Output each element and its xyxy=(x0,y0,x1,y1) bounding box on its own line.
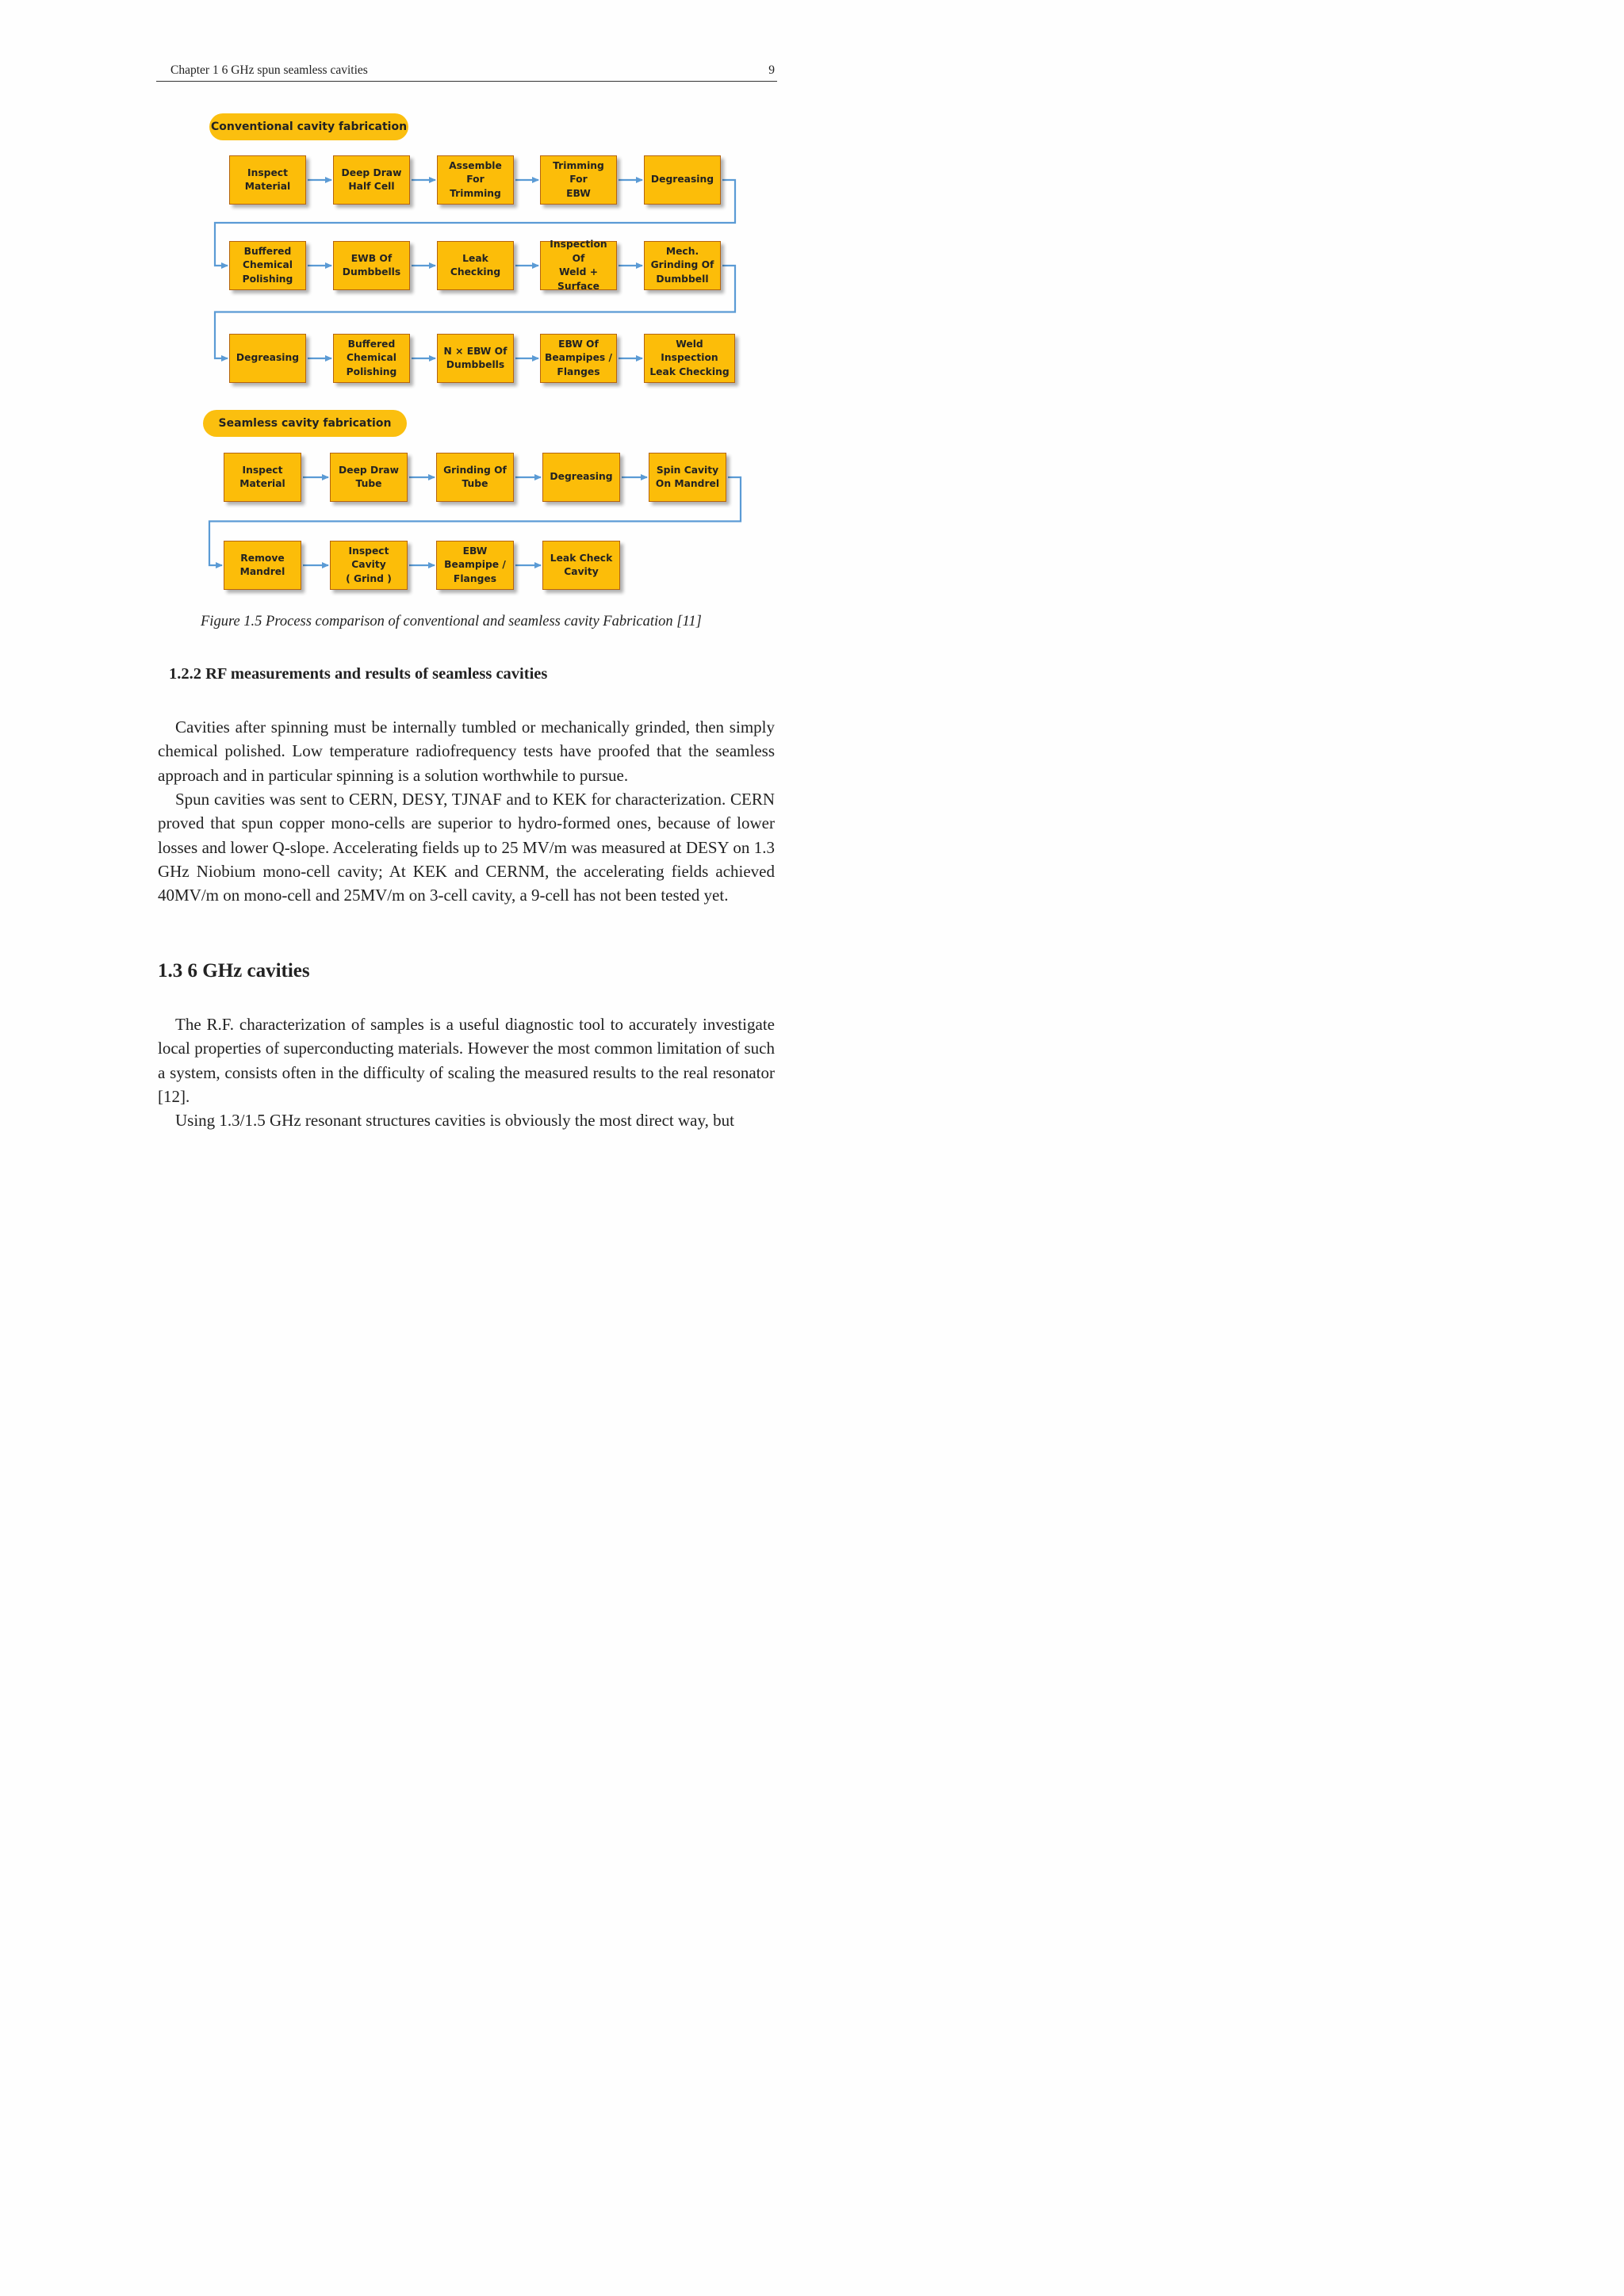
conventional-fabrication-label: Conventional cavity fabrication xyxy=(209,113,408,140)
conventional-step-1-1: Inspect Material xyxy=(229,155,306,205)
conventional-step-1-3: Assemble For Trimming xyxy=(437,155,514,205)
conventional-step-3-5: Weld Inspection Leak Checking xyxy=(644,334,735,383)
page-number: 9 xyxy=(768,63,775,77)
section-heading-1-3: 1.3 6 GHz cavities xyxy=(158,960,310,982)
seamless-step-2-1: Remove Mandrel xyxy=(224,541,301,590)
section-heading-1-2-2: 1.2.2 RF measurements and results of seamless cavities xyxy=(169,665,548,683)
paragraph: Cavities after spinning must be internally tumbled or mechanically grinded, then simply chemical polished. Low temperature radiofrequency tests have proofed that the seamless approach and in particular spinning is a solution worthwhile to pursue. xyxy=(158,718,775,785)
seamless-fabrication-label: Seamless cavity fabrication xyxy=(203,410,407,437)
conventional-step-1-4: Trimming For EBW xyxy=(540,155,617,205)
conventional-step-3-2: Buffered Chemical Polishing xyxy=(333,334,410,383)
running-title: Chapter 1 6 GHz spun seamless cavities xyxy=(170,63,368,77)
seamless-step-2-3: EBW Beampipe / Flanges xyxy=(436,541,514,590)
seamless-step-1-5: Spin Cavity On Mandrel xyxy=(649,453,726,502)
conventional-step-3-3: N × EBW Of Dumbbells xyxy=(437,334,514,383)
conventional-step-1-5: Degreasing xyxy=(644,155,721,205)
conventional-step-2-2: EWB Of Dumbbells xyxy=(333,241,410,290)
seamless-step-1-2: Deep Draw Tube xyxy=(330,453,408,502)
conventional-step-3-4: EBW Of Beampipes / Flanges xyxy=(540,334,617,383)
seamless-step-2-4: Leak Check Cavity xyxy=(542,541,620,590)
paragraph: Using 1.3/1.5 GHz resonant structures cavities is obviously the most direct way, but xyxy=(175,1111,734,1130)
conventional-step-2-4: Inspection Of Weld + Surface xyxy=(540,241,617,290)
conventional-step-2-1: Buffered Chemical Polishing xyxy=(229,241,306,290)
paragraph: Spun cavities was sent to CERN, DESY, TJNAF and to KEK for characterization. CERN proved that spun copper mono-cells are superior to hydro-formed ones, because of lower losses and lower Q-slope. Accelerating fields up to 25 MV/m was measured at DESY on 1.3 GHz Niobium mono-cell cavity; At KEK and CERNM, the accelerating fields achieved 40MV/m on mono-cell and 25MV/m on 3-cell cavity, a 9-cell has not been tested yet. xyxy=(158,790,775,905)
seamless-step-1-4: Degreasing xyxy=(542,453,620,502)
process-flow-diagram xyxy=(0,0,879,610)
figure-caption: Figure 1.5 Process comparison of conventional and seamless cavity Fabrication [11] xyxy=(201,614,702,629)
conventional-step-1-2: Deep Draw Half Cell xyxy=(333,155,410,205)
paragraph: The R.F. characterization of samples is a useful diagnostic tool to accurately investigate local properties of superconducting materials. However the most common limitation of such a system, consists often in the difficulty of scaling the measured results to the real resonator [12]. xyxy=(158,1015,775,1106)
conventional-step-2-5: Mech. Grinding Of Dumbbell xyxy=(644,241,721,290)
conventional-step-2-3: Leak Checking xyxy=(437,241,514,290)
seamless-step-2-2: Inspect Cavity ( Grind ) xyxy=(330,541,408,590)
conventional-step-3-1: Degreasing xyxy=(229,334,306,383)
seamless-step-1-3: Grinding Of Tube xyxy=(436,453,514,502)
seamless-step-1-1: Inspect Material xyxy=(224,453,301,502)
